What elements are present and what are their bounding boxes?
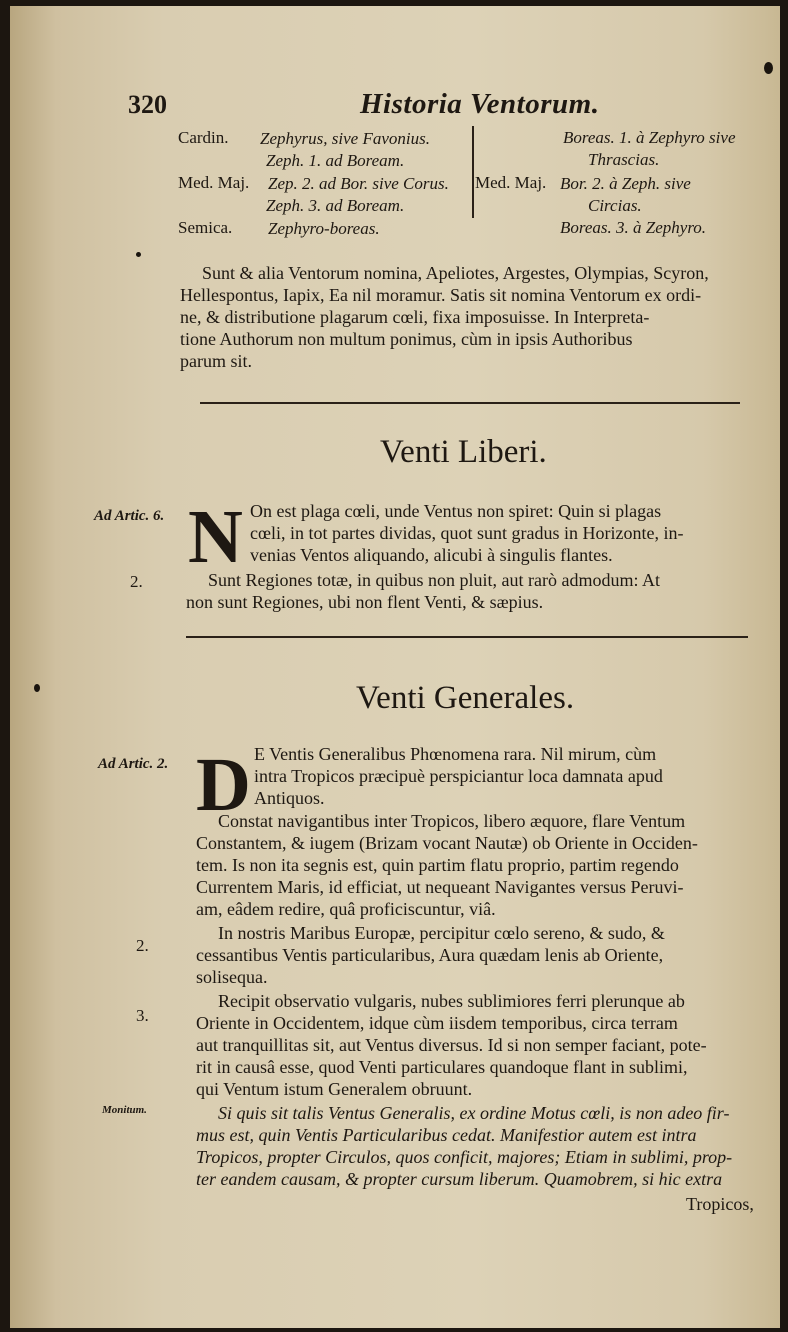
margin-number-3: 3. [136, 1006, 149, 1025]
table-left-value-1: Zephyrus, sive Favonius. [260, 129, 430, 148]
table-left-value-5: Zephyro-boreas. [268, 219, 380, 238]
table-right-value-3: Bor. 2. à Zeph. sive [560, 174, 691, 193]
table-right-value-2: Thrascias. [588, 150, 660, 169]
catchword: Tropicos, [686, 1194, 754, 1214]
margin-number-2: 2. [130, 572, 143, 591]
page-number: 320 [128, 90, 167, 119]
table-right-value-4: Circias. [588, 196, 642, 215]
margin-number-2b: 2. [136, 936, 149, 955]
table-left-value-4: Zeph. 3. ad Boream. [266, 196, 405, 215]
table-right-value-1: Boreas. 1. à Zephyro sive [563, 128, 736, 147]
running-title: Historia Ventorum. [360, 88, 600, 120]
table-right-value-5: Boreas. 3. à Zephyro. [560, 218, 707, 237]
table-left-label-1: Cardin. [178, 128, 229, 147]
ink-spot-small [136, 252, 141, 257]
table-left-value-3: Zep. 2. ad Bor. sive Corus. [268, 174, 449, 193]
book-page: 320 Historia Ventorum. Cardin. Zephyrus, sive Favonius. Zeph. 1. ad Boream. Med. Maj. Zep. 2. ad Bor. sive Corus. Zeph. 3. ad Boream. Semica. Zephyro-boreas. Boreas. 1. à Zephyro sive Thrascias. Med. Maj. Bor. 2. à Zeph. sive Circias. Boreas. 3. à Zephyro. Sunt & alia Ventorum nomina, Apeliotes, Argestes, Olympias, Scyron, Hellespontus, Iapix, Ea nil moramur. Satis sit nomina Ventorum ex ordi- ne, & distributione plagarum cœli, fixa imposuisse. In Interpreta- tione Authorum non multum ponimus, cùm in ipsis Authoribus parum sit. Venti Liberi. Ad Artic. 6. 2. N On est plaga cœli, unde Ventus non spiret: Quin si plagas cœli, in tot partes dividas, quot sunt gradus in Horizonte, in- venias Ventos aliquando, alicubi à singulis flantes. Sunt Regiones totæ, in quibus non pluit, aut rarò admodum: At non sunt Regiones, ubi non flent Venti, & sæpius. Venti Generales. Ad Artic. 2. 2. 3. Monitum. D E Ventis Generalibus Phœnomena rara. Nil mirum, cùm intra Tropicos præcipuè perspiciantur loca damnata apud Antiquos. Constat navigantibus inter Tropicos, libero æquore, flare Ventum Constantem, & iugem (Brizam vocant Nautæ) ob Oriente in Occiden- tem. Is non ita segnis est, quin partim flatu proprio, partim regendo Currentem Maris, id efficiat, ut nequeant Navigantes versus Peruvi- am, eâdem redire, quâ proficiscuntur, viâ. In nostris Maribus Europæ, percipitur cœlo sereno, & sudo, & cessantibus Ventis particularibus, Aura quædam lenis ab Oriente, solisequa. Recipit observatio vulgaris, nubes sublimiores ferri plerunque ab Oriente in Occidentem, idque cùm iisdem temporibus, circa terram aut tranquillitas sit, aut Ventus diversus. Id si non semper faciant, pote- rit in causâ esse, quod Venti particulares quandoque flant in sublimi, qui Ventum istum Generalem obruunt. Si quis sit talis Ventus Generalis, ex ordine Motus cœli, is non adeo fir- mus est, quin Ventis Particularibus cedat. Manifestior autem est intra Tropicos, propter Circulos, quos conficit, majores; Etiam in sublimi, prop- ter eandem causam, & propter cursum liberum. Quamobrem, si hic extra Tropicos, [10, 6, 780, 1328]
margin-note-artic-6: Ad Artic. 6. [94, 508, 165, 524]
margin-note-monitum: Monitum. [102, 1104, 147, 1116]
section-title-venti-liberi: Venti Liberi. [380, 434, 547, 470]
table-divider [472, 126, 474, 218]
section-rule-1 [200, 402, 740, 404]
table-left-label-5: Semica. [178, 218, 233, 237]
ink-spot [764, 62, 773, 74]
ink-spot-left [34, 684, 40, 692]
drop-cap-n: N [188, 495, 243, 579]
margin-note-artic-2: Ad Artic. 2. [98, 756, 169, 772]
table-left-label-3: Med. Maj. [178, 173, 250, 192]
drop-cap-d: D [196, 743, 251, 827]
section-rule-2 [186, 636, 748, 638]
table-right-label-3: Med. Maj. [475, 173, 547, 192]
table-left-value-2: Zeph. 1. ad Boream. [266, 151, 405, 170]
section-title-venti-generales: Venti Generales. [356, 680, 575, 716]
